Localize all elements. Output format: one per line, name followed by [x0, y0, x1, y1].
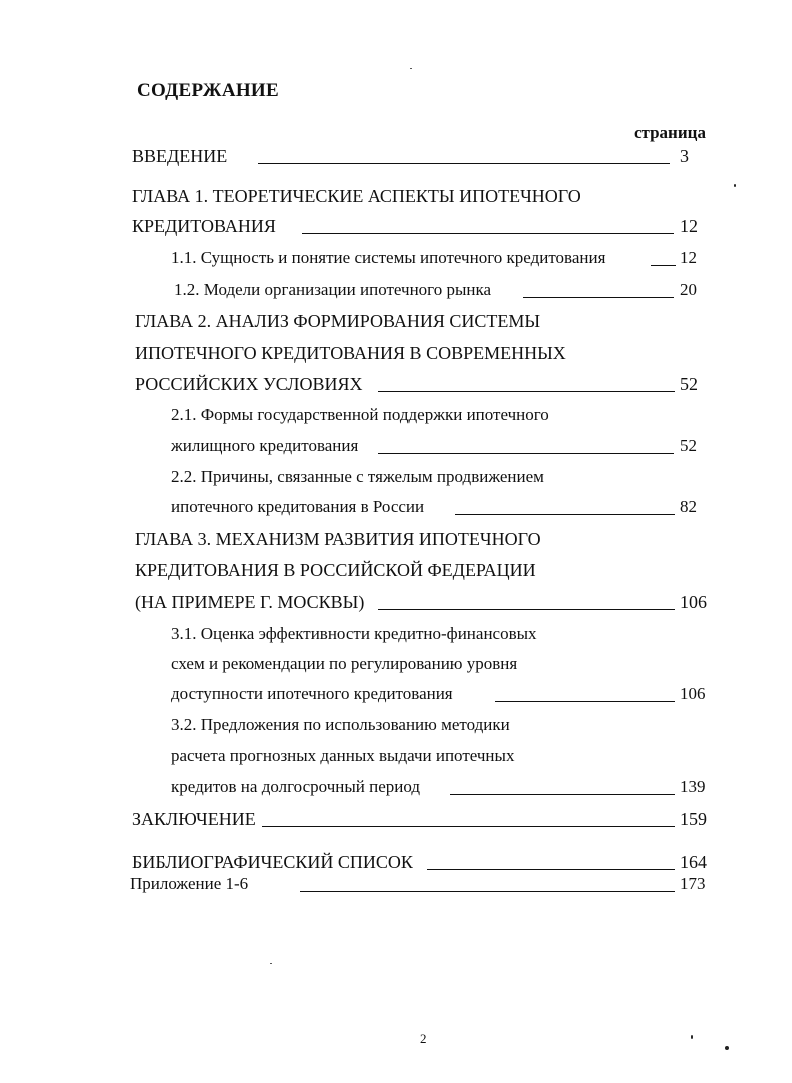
scan-speck [734, 184, 736, 187]
toc-entry-text: (НА ПРИМЕРЕ Г. МОСКВЫ) [135, 592, 365, 612]
toc-entry-page: 12 [680, 216, 698, 236]
toc-entry-text: 1.1. Сущность и понятие системы ипотечного кредитования [171, 248, 606, 267]
toc-entry-text: схем и рекомендации по регулированию уровня [171, 654, 518, 673]
leader-line [495, 701, 675, 702]
toc-entry [0, 276, 792, 304]
toc-entry [0, 525, 792, 553]
toc-entry-page: 173 [680, 874, 706, 893]
toc-title: СОДЕРЖАНИЕ [137, 80, 279, 101]
scan-speck [410, 68, 412, 69]
toc-entry [0, 463, 792, 491]
toc-entry-text: расчета прогнозных данных выдачи ипотечных [171, 746, 515, 765]
toc-entry-text: КРЕДИТОВАНИЯ [132, 216, 276, 236]
leader-line [455, 514, 675, 515]
toc-entry-text: 2.2. Причины, связанные с тяжелым продвижением [171, 467, 544, 486]
toc-entry [0, 805, 792, 833]
toc-entry-page: 159 [680, 809, 707, 829]
toc-entry [0, 244, 792, 272]
scan-speck [725, 1046, 729, 1050]
toc-entry-page: 20 [680, 280, 697, 299]
toc-entry-text: ВВЕДЕНИЕ [132, 146, 228, 166]
page-column-header: страница [634, 123, 706, 142]
toc-entry [0, 556, 792, 584]
toc-entry-text: Приложение 1-6 [130, 874, 249, 893]
toc-entry [0, 307, 792, 335]
toc-entry-page: 3 [680, 146, 689, 166]
toc-entry-page: 82 [680, 497, 697, 516]
toc-entry-text: БИБЛИОГРАФИЧЕСКИЙ СПИСОК [132, 852, 413, 872]
toc-entry [0, 620, 792, 648]
toc-entry-page: 52 [680, 374, 698, 394]
toc-entry-text: ГЛАВА 2. АНАЛИЗ ФОРМИРОВАНИЯ СИСТЕМЫ [135, 311, 541, 331]
toc-entry-text: 3.1. Оценка эффективности кредитно-финансовых [171, 624, 537, 643]
toc-entry [0, 493, 792, 521]
toc-entry-text: 2.1. Формы государственной поддержки ипотечного [171, 405, 549, 424]
toc-entry-text: ЗАКЛЮЧЕНИЕ [132, 809, 256, 829]
toc-entry [0, 773, 792, 801]
toc-entry-text: ГЛАВА 3. МЕХАНИЗМ РАЗВИТИЯ ИПОТЕЧНОГО [135, 529, 541, 549]
toc-entry [0, 650, 792, 678]
toc-entry-text: РОССИЙСКИХ УСЛОВИЯХ [135, 374, 363, 394]
leader-line [302, 233, 674, 234]
toc-entry-text: 3.2. Предложения по использованию методики [171, 715, 510, 734]
toc-entry [0, 680, 792, 708]
toc-entry-page: 106 [680, 684, 706, 703]
leader-line [523, 297, 674, 298]
leader-line [258, 163, 670, 164]
scan-speck [691, 1035, 693, 1039]
leader-line [450, 794, 675, 795]
toc-entry [0, 870, 792, 898]
toc-entry-page: 52 [680, 436, 697, 455]
leader-line [378, 453, 674, 454]
toc-entry-text: ГЛАВА 1. ТЕОРЕТИЧЕСКИЕ АСПЕКТЫ ИПОТЕЧНОГО [132, 186, 581, 206]
toc-entry [0, 182, 792, 210]
toc-entry [0, 339, 792, 367]
toc-entry [0, 401, 792, 429]
leader-line [378, 609, 675, 610]
toc-entry-text: кредитов на долгосрочный период [171, 777, 421, 796]
toc-entry [0, 212, 792, 240]
toc-entry [0, 742, 792, 770]
leader-line [300, 891, 675, 892]
toc-entry-text: доступности ипотечного кредитования [171, 684, 453, 703]
toc-entry-text: жилищного кредитования [171, 436, 359, 455]
scan-speck [270, 963, 272, 964]
toc-entry [0, 142, 792, 170]
toc-entry-page: 12 [680, 248, 697, 267]
toc-entry [0, 432, 792, 460]
toc-entry [0, 711, 792, 739]
toc-entry-text: ИПОТЕЧНОГО КРЕДИТОВАНИЯ В СОВРЕМЕННЫХ [135, 343, 566, 363]
toc-entry-text: ипотечного кредитования в России [171, 497, 425, 516]
toc-entry [0, 370, 792, 398]
toc-entry-page: 139 [680, 777, 706, 796]
leader-line [651, 265, 676, 266]
leader-line [378, 391, 675, 392]
toc-entry-page: 106 [680, 592, 707, 612]
toc-entry-page: 164 [680, 852, 707, 872]
toc-entry [0, 588, 792, 616]
leader-line [262, 826, 675, 827]
page-number: 2 [420, 1031, 427, 1046]
toc-entry-text: КРЕДИТОВАНИЯ В РОССИЙСКОЙ ФЕДЕРАЦИИ [135, 560, 536, 580]
toc-entry-text: 1.2. Модели организации ипотечного рынка [174, 280, 492, 299]
